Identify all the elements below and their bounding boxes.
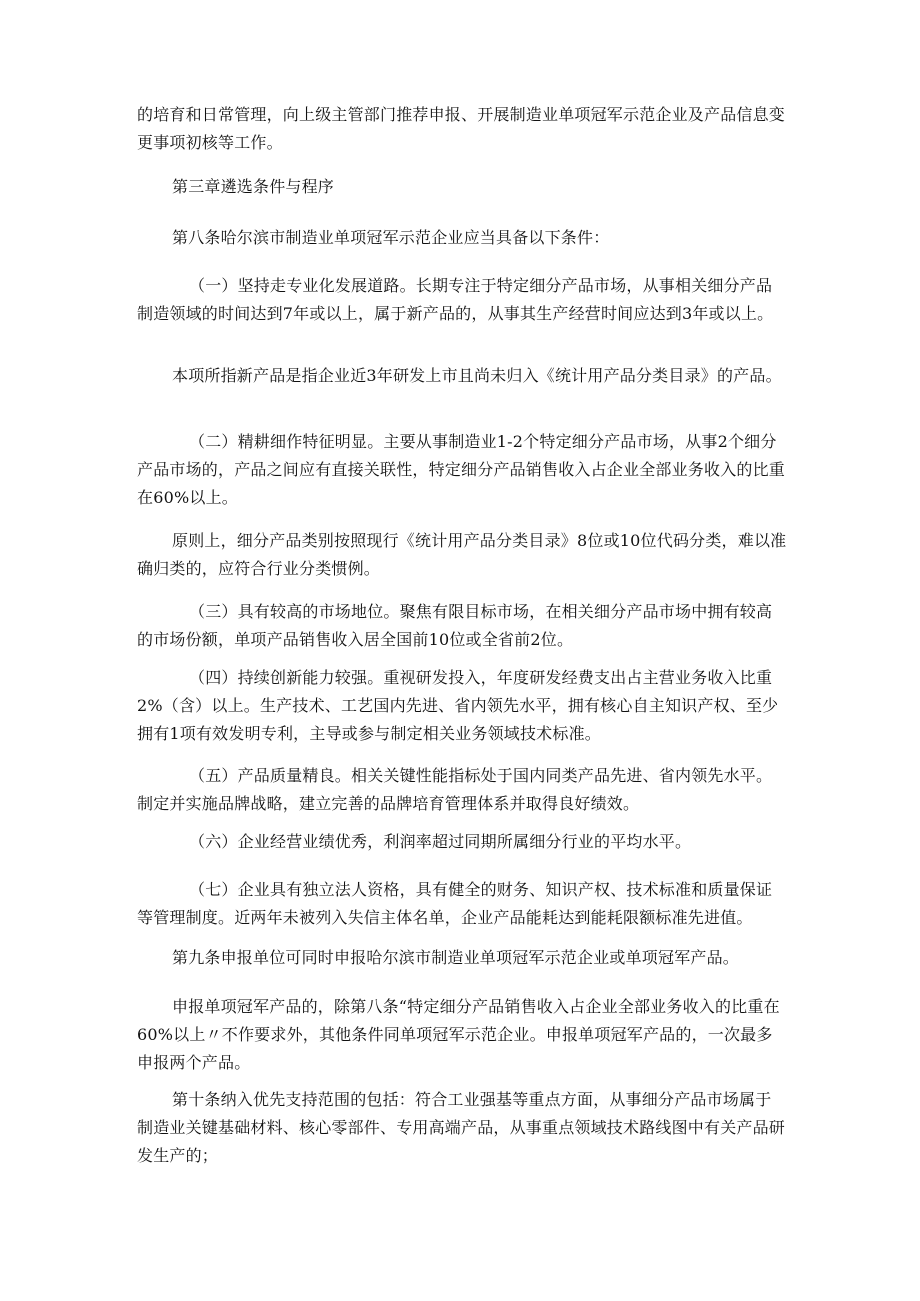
- article-8-heading: 第八条哈尔滨市制造业单项冠军示范企业应当具备以下条件：: [172, 228, 610, 247]
- condition-7: （七）企业具有独立法人资格，具有健全的财务、知识产权、技术标准和质量保证等管理制度。近两年未被列入失信主体名单，企业产品能耗达到能耗限额标准先进值。: [137, 880, 773, 927]
- condition-6: （六）企业经营业绩优秀，利润率超过同期所属细分行业的平均水平。: [189, 832, 692, 851]
- condition-2: （二）精耕细作特征明显。主要从事制造业1-2个特定细分产品市场，从事2个细分产品市场的，产品之间应有直接关联性，特定细分产品销售收入占企业全部业务收入的比重在60%以上。: [137, 432, 786, 507]
- article-9-note: 申报单项冠军产品的，除第八条“特定细分产品销售收入占企业全部业务收入的比重在60%以上〃不作要求外，其他条件同单项冠军示范企业。申报单项冠军产品的，一次最多申报两个产品。: [137, 997, 780, 1072]
- condition-3: （三）具有较高的市场地位。聚焦有限目标市场，在相关细分产品市场中拥有较高的市场份额，单项产品销售收入居全国前10位或全省前2位。: [137, 602, 773, 649]
- condition-5: （五）产品质量精良。相关关键性能指标处于国内同类产品先进、省内领先水平。制定并实施品牌战略，建立完善的品牌培育管理体系并取得良好绩效。: [137, 766, 773, 813]
- article-10: 第十条纳入优先支持范围的包括：符合工业强基等重点方面，从事细分产品市场属于制造业关键基础材料、核心零部件、专用高端产品，从事重点领域技术路线图中有关产品研发生产的；: [137, 1090, 786, 1165]
- chapter-heading: 第三章遴选条件与程序: [172, 177, 335, 196]
- article-9: 第九条申报单位可同时申报哈尔滨市制造业单项冠军示范企业或单项冠军产品。: [172, 948, 740, 967]
- condition-2-note: 原则上，细分产品类别按照现行《统计用产品分类目录》8位或10位代码分类，难以准确归类的，应符合行业分类惯例。: [137, 531, 787, 578]
- paragraph-continuation: 的培育和日常管理，向上级主管部门推荐申报、开展制造业单项冠军示范企业及产品信息变更事项初核等工作。: [137, 105, 786, 152]
- condition-1: （一）坚持走专业化发展道路。长期专注于特定细分产品市场，从事相关细分产品制造领域的时间达到7年或以上，属于新产品的，从事其生产经营时间应达到3年或以上。: [137, 276, 774, 323]
- condition-1-note: 本项所指新产品是指企业近3年研发上市且尚未归入《统计用产品分类目录》的产品。: [172, 366, 782, 385]
- condition-4: （四）持续创新能力较强。重视研发投入，年度研发经费支出占主营业务收入比重2%（含）以上。生产技术、工艺国内先进、省内领先水平，拥有核心自主知识产权、至少拥有1项有效发明专利，主导或参与制定相关业务领域技术标准。: [137, 668, 779, 743]
